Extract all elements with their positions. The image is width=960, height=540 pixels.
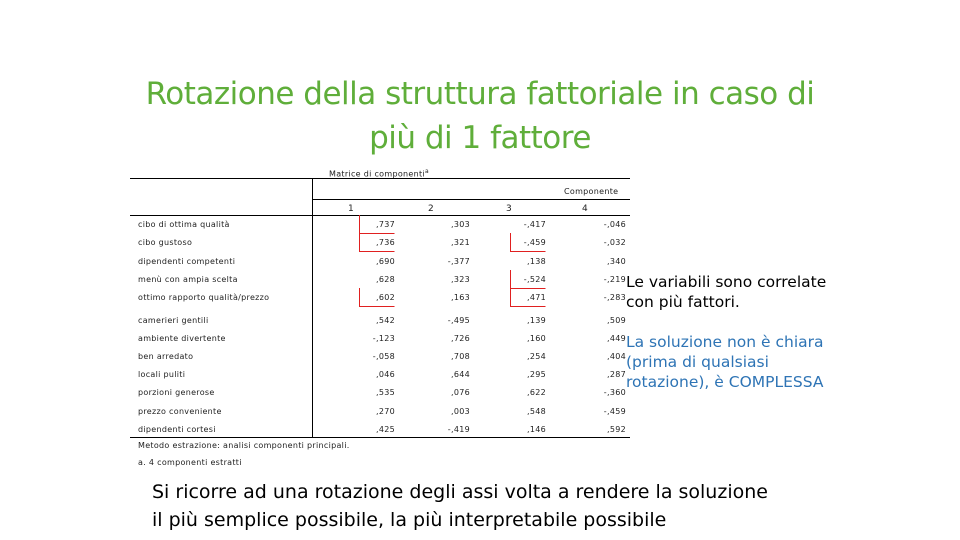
table-cell: -,219	[603, 275, 626, 284]
group-header-rule	[312, 199, 630, 200]
table-caption: Matrice di componenti$^a$	[329, 168, 429, 179]
table-cell: -,032	[603, 238, 626, 247]
highlight-mark	[359, 215, 395, 234]
table-cell: ,003	[450, 407, 470, 416]
table-cell: -,360	[603, 388, 626, 397]
table-cell: ,535	[375, 388, 395, 397]
table-cell: ,726	[450, 334, 470, 343]
table-cell: ,303	[450, 220, 470, 229]
side-note-2-line-3: rotazione), è COMPLESSA	[626, 373, 824, 391]
row-label: cibo di ottima qualità	[138, 220, 230, 229]
side-note-2-line-2: (prima di qualsiasi	[626, 353, 769, 371]
column-header-3: 3	[506, 204, 512, 214]
table-cell: ,644	[450, 370, 470, 379]
table-cell: ,046	[375, 370, 395, 379]
table-cell: -,283	[603, 293, 626, 302]
side-note-correlation	[626, 272, 826, 312]
bottom-text-line-1: Si ricorre ad una rotazione degli assi volta a rendere la soluzione	[152, 481, 768, 503]
table-cell: ,592	[606, 425, 626, 434]
table-cell: -,524	[523, 275, 546, 284]
table-cell: ,139	[526, 316, 546, 325]
side-note-2-line-1: La soluzione non è chiara	[626, 333, 824, 351]
table-cell: ,254	[526, 352, 546, 361]
table-cell: -,459	[603, 407, 626, 416]
table-cell: ,548	[526, 407, 546, 416]
table-cell: ,146	[526, 425, 546, 434]
highlight-mark	[359, 233, 395, 252]
table-cell: ,737	[375, 220, 395, 229]
row-label: prezzo conveniente	[138, 407, 222, 416]
highlight-mark	[510, 233, 546, 252]
table-cell: ,287	[606, 370, 626, 379]
highlight-mark	[510, 288, 546, 307]
row-label: cibo gustoso	[138, 238, 193, 247]
highlight-mark	[359, 288, 395, 307]
table-cell: ,425	[375, 425, 395, 434]
side-note-1-line-1: Le variabili sono correlate	[626, 273, 827, 291]
table-cell: ,690	[375, 257, 395, 266]
table-cell: ,736	[375, 238, 395, 247]
component-matrix-table	[130, 178, 630, 438]
label-column-divider	[312, 179, 313, 437]
row-label: porzioni generose	[138, 388, 215, 397]
highlight-mark	[510, 270, 546, 289]
table-cell: -,419	[447, 425, 470, 434]
table-cell: -,377	[447, 257, 470, 266]
table-cell: ,323	[450, 275, 470, 284]
column-header-2: 2	[428, 204, 434, 214]
table-cell: ,509	[606, 316, 626, 325]
row-label: dipendenti cortesi	[138, 425, 216, 434]
table-cell: -,495	[447, 316, 470, 325]
footnote-components: a. 4 componenti estratti	[138, 458, 242, 467]
table-cell: ,163	[450, 293, 470, 302]
side-note-solution	[626, 332, 824, 392]
row-label: locali puliti	[138, 370, 186, 379]
table-cell: ,270	[375, 407, 395, 416]
table-cell: ,622	[526, 388, 546, 397]
table-cell: ,708	[450, 352, 470, 361]
slide-title	[100, 72, 860, 160]
row-label: camerieri gentili	[138, 316, 209, 325]
table-cell: -,046	[603, 220, 626, 229]
column-header-1: 1	[348, 204, 354, 214]
group-header: Componente	[564, 187, 619, 196]
column-header-4: 4	[582, 204, 588, 214]
table-cell: ,321	[450, 238, 470, 247]
table-cell: ,076	[450, 388, 470, 397]
row-label: dipendenti competenti	[138, 257, 236, 266]
table-cell: ,602	[375, 293, 395, 302]
table-cell: ,542	[375, 316, 395, 325]
table-cell: ,138	[526, 257, 546, 266]
table-cell: ,471	[526, 293, 546, 302]
bottom-text-line-2: il più semplice possibile, la più interpretabile possibile	[152, 509, 667, 531]
table-cell: ,449	[606, 334, 626, 343]
title-line-2: più di 1 fattore	[369, 120, 591, 156]
row-label: ben arredato	[138, 352, 194, 361]
table-cell: ,404	[606, 352, 626, 361]
row-label: ottimo rapporto qualità/prezzo	[138, 293, 270, 302]
side-note-1-line-2: con più fattori.	[626, 293, 740, 311]
title-line-1: Rotazione della struttura fattoriale in caso di	[145, 76, 815, 112]
table-cell: -,417	[523, 220, 546, 229]
footnote-method: Metodo estrazione: analisi componenti principali.	[138, 441, 350, 450]
row-label: ambiente divertente	[138, 334, 226, 343]
table-cell: -,058	[372, 352, 395, 361]
table-cell: ,340	[606, 257, 626, 266]
table-cell: ,160	[526, 334, 546, 343]
bottom-text	[152, 478, 852, 534]
row-label: menù con ampia scelta	[138, 275, 238, 284]
table-cell: ,295	[526, 370, 546, 379]
table-cell: -,123	[372, 334, 395, 343]
table-cell: -,459	[523, 238, 546, 247]
table-cell: ,628	[375, 275, 395, 284]
